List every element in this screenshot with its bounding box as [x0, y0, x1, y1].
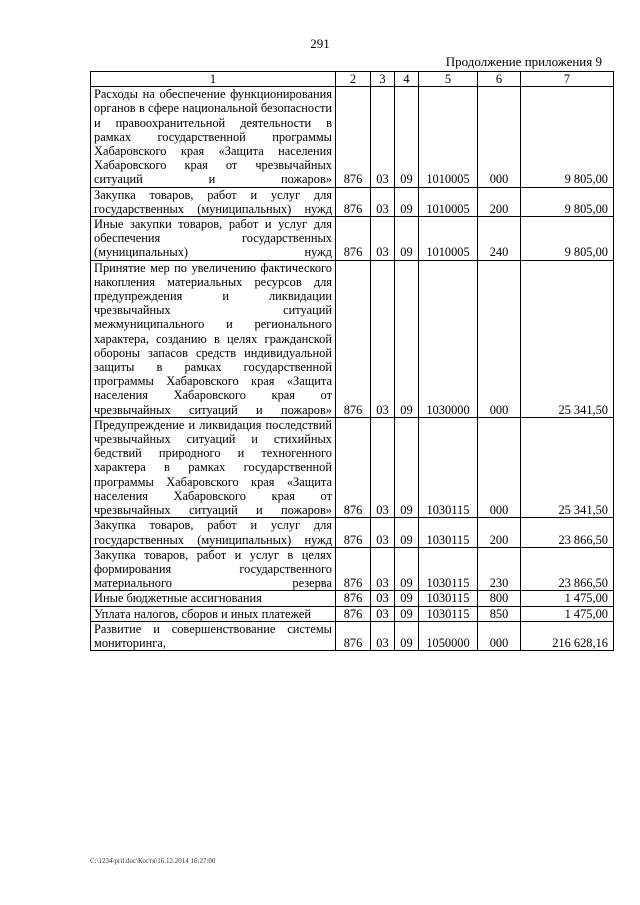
- row-name: Развитие и совершенствование системы мониторинга,: [91, 621, 336, 650]
- row-expense-type: 850: [478, 606, 521, 621]
- row-subsection-code: 09: [395, 518, 419, 547]
- row-subsection-code: 09: [395, 260, 419, 417]
- row-subsection-code: 09: [395, 217, 419, 261]
- row-subsection-code: 09: [395, 591, 419, 606]
- row-ministry-code: 876: [336, 591, 371, 606]
- row-expense-type: 240: [478, 217, 521, 261]
- table-row: [91, 217, 614, 261]
- table-row: [91, 547, 614, 591]
- budget-table: [90, 71, 614, 651]
- header-cell-7: 7: [521, 72, 614, 87]
- row-amount: 25 341,50: [521, 260, 614, 417]
- row-target-code: 1010005: [419, 217, 478, 261]
- header-cell-1: 1: [91, 72, 336, 87]
- row-amount: 25 341,50: [521, 417, 614, 517]
- row-target-code: 1050000: [419, 621, 478, 650]
- row-name: Иные бюджетные ассигнования: [91, 591, 336, 606]
- row-section-code: 03: [371, 87, 395, 187]
- header-cell-6: 6: [478, 72, 521, 87]
- row-expense-type: 230: [478, 547, 521, 591]
- row-name: Предупреждение и ликвидация последствий чрезвычайных ситуаций и стихийных бедствий природного и техногенного характера в рамках государственной программы Хабаровского края «Защита населения Хабаровского края от чрезвычайных ситуаций и пожаров»: [91, 417, 336, 517]
- row-ministry-code: 876: [336, 518, 371, 547]
- row-target-code: 1030115: [419, 606, 478, 621]
- row-amount: 216 628,16: [521, 621, 614, 650]
- row-ministry-code: 876: [336, 417, 371, 517]
- row-section-code: 03: [371, 547, 395, 591]
- row-name: Принятие мер по увеличению фактического накопления материальных ресурсов для предупреждения и ликвидации чрезвычайных ситуаций межмуниципального и регионального характера, созданию в целях гражданской обороны запасов средств индивидуальной защиты в рамках государственной программы Хабаровского края «Защита населения Хабаровского края от чрезвычайных ситуаций и пожаров»: [91, 260, 336, 417]
- row-target-code: 1010005: [419, 187, 478, 216]
- row-target-code: 1030000: [419, 260, 478, 417]
- row-expense-type: 000: [478, 417, 521, 517]
- row-section-code: 03: [371, 518, 395, 547]
- row-name: Иные закупки товаров, работ и услуг для обеспечения государственных (муниципальных) нужд: [91, 217, 336, 261]
- row-expense-type: 800: [478, 591, 521, 606]
- continuation-label: Продолжение приложения 9: [445, 54, 602, 69]
- row-section-code: 03: [371, 217, 395, 261]
- row-expense-type: 000: [478, 260, 521, 417]
- row-expense-type: 000: [478, 621, 521, 650]
- row-subsection-code: 09: [395, 187, 419, 216]
- row-amount: 23 866,50: [521, 518, 614, 547]
- row-ministry-code: 876: [336, 547, 371, 591]
- row-subsection-code: 09: [395, 621, 419, 650]
- table-row: [91, 87, 614, 187]
- table-row: [91, 621, 614, 650]
- table-header-row: [91, 72, 614, 87]
- row-name: Расходы на обеспечение функционирования органов в сфере национальной безопасности и правоохранительной деятельности в рамках государственной программы Хабаровского края «Защита населения Хабаровского края от чрезвычайных ситуаций и пожаров»: [91, 87, 336, 187]
- table-row: [91, 591, 614, 606]
- row-target-code: 1010005: [419, 87, 478, 187]
- row-name: Закупка товаров, работ и услуг для государственных (муниципальных) нужд: [91, 518, 336, 547]
- table-row: [91, 417, 614, 517]
- header-cell-2: 2: [336, 72, 371, 87]
- file-path-footer: C:\1234\pril.doc\Костя\16.12.2014 16:27:00: [90, 857, 216, 865]
- header-cell-4: 4: [395, 72, 419, 87]
- table-row: [91, 260, 614, 417]
- row-subsection-code: 09: [395, 547, 419, 591]
- header-cell-3: 3: [371, 72, 395, 87]
- row-expense-type: 200: [478, 518, 521, 547]
- row-section-code: 03: [371, 417, 395, 517]
- row-amount: 9 805,00: [521, 187, 614, 216]
- row-amount: 1 475,00: [521, 591, 614, 606]
- row-name: Закупка товаров, работ и услуг в целях формирования государственного материального резерва: [91, 547, 336, 591]
- row-target-code: 1030115: [419, 417, 478, 517]
- row-target-code: 1030115: [419, 518, 478, 547]
- row-section-code: 03: [371, 621, 395, 650]
- page-number: 291: [310, 36, 330, 51]
- row-subsection-code: 09: [395, 87, 419, 187]
- row-amount: 23 866,50: [521, 547, 614, 591]
- row-ministry-code: 876: [336, 87, 371, 187]
- row-amount: 9 805,00: [521, 217, 614, 261]
- row-amount: 1 475,00: [521, 606, 614, 621]
- row-section-code: 03: [371, 187, 395, 216]
- row-subsection-code: 09: [395, 417, 419, 517]
- row-amount: 9 805,00: [521, 87, 614, 187]
- row-ministry-code: 876: [336, 260, 371, 417]
- row-ministry-code: 876: [336, 606, 371, 621]
- header-cell-5: 5: [419, 72, 478, 87]
- row-expense-type: 000: [478, 87, 521, 187]
- row-ministry-code: 876: [336, 187, 371, 216]
- row-target-code: 1030115: [419, 591, 478, 606]
- row-ministry-code: 876: [336, 621, 371, 650]
- row-expense-type: 200: [478, 187, 521, 216]
- row-subsection-code: 09: [395, 606, 419, 621]
- table-row: [91, 606, 614, 621]
- table-row: [91, 187, 614, 216]
- row-section-code: 03: [371, 591, 395, 606]
- row-target-code: 1030115: [419, 547, 478, 591]
- row-section-code: 03: [371, 260, 395, 417]
- row-section-code: 03: [371, 606, 395, 621]
- row-name: Уплата налогов, сборов и иных платежей: [91, 606, 336, 621]
- table-row: [91, 518, 614, 547]
- row-ministry-code: 876: [336, 217, 371, 261]
- row-name: Закупка товаров, работ и услуг для государственных (муниципальных) нужд: [91, 187, 336, 216]
